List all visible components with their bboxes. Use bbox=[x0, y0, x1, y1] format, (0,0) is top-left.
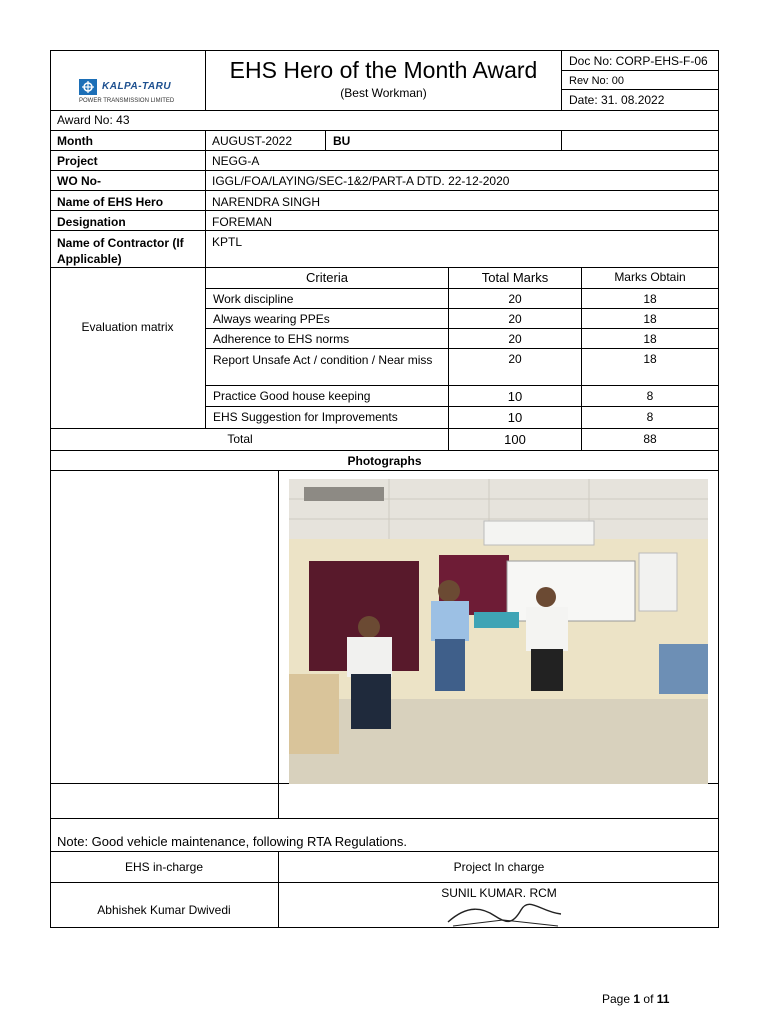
matrix-total: 20 bbox=[508, 312, 522, 326]
matrix-line bbox=[205, 288, 719, 289]
matrix-header-criteria: Criteria bbox=[306, 270, 348, 285]
project-incharge-name: SUNIL KUMAR. RCM bbox=[441, 886, 557, 900]
row-line bbox=[50, 230, 719, 231]
matrix-header-obtained: Marks Obtain bbox=[614, 270, 686, 284]
matrix-header-total: Total Marks bbox=[481, 270, 549, 285]
matrix-obtained: 18 bbox=[643, 352, 657, 366]
header-bottom-line bbox=[50, 110, 719, 111]
month-label: Month bbox=[57, 134, 93, 148]
matrix-criteria: Practice Good house keeping bbox=[213, 389, 371, 403]
award-ceremony-photo bbox=[289, 479, 708, 784]
photo-illustration bbox=[289, 479, 708, 784]
revision-number: Rev No: 00 bbox=[569, 75, 625, 87]
wo-value: IGGL/FOA/LAYING/SEC-1&2/PART-A DTD. 22-12-2020 bbox=[212, 174, 510, 188]
doc-number: Doc No: CORP-EHS-F-06 bbox=[569, 54, 708, 68]
designation-value: FOREMAN bbox=[212, 215, 272, 229]
page-current: 1 bbox=[633, 992, 641, 1006]
doc-no-divider bbox=[561, 70, 719, 71]
page-of: of bbox=[643, 992, 654, 1006]
matrix-line bbox=[50, 428, 719, 429]
rev-no-divider bbox=[561, 89, 719, 90]
hero-name-value: NARENDRA SINGH bbox=[212, 195, 321, 209]
contractor-label: Name of Contractor (If Applicable) bbox=[57, 236, 184, 266]
matrix-criteria: EHS Suggestion for Improvements bbox=[213, 410, 398, 424]
page-number bbox=[602, 992, 669, 1006]
logo-text: KALPA-TARU bbox=[102, 81, 172, 92]
matrix-line bbox=[205, 328, 719, 329]
company-logo bbox=[78, 79, 188, 109]
document-date: Date: 31. 08.2022 bbox=[569, 93, 665, 107]
row-line bbox=[50, 210, 719, 211]
row-line bbox=[50, 190, 719, 191]
ehs-incharge-label: EHS in-charge bbox=[124, 860, 204, 874]
matrix-total: 20 bbox=[508, 332, 522, 346]
page-total: 11 bbox=[656, 992, 670, 1006]
matrix-total-obtained: 88 bbox=[643, 432, 657, 446]
matrix-criteria: Adherence to EHS norms bbox=[213, 332, 350, 346]
page-prefix: Page bbox=[602, 992, 631, 1006]
row-line bbox=[50, 851, 719, 852]
matrix-line bbox=[205, 308, 719, 309]
note-text: Note: Good vehicle maintenance, following RTA Regulations. bbox=[57, 834, 407, 849]
photo-col-divider bbox=[278, 470, 279, 818]
hero-name-label: Name of EHS Hero bbox=[57, 195, 164, 209]
matrix-criteria: Work discipline bbox=[213, 292, 294, 306]
row-line bbox=[50, 130, 719, 131]
award-number: Award No: 43 bbox=[57, 113, 130, 127]
contractor-value: KPTL bbox=[212, 235, 243, 249]
bu-label: BU bbox=[333, 134, 351, 148]
matrix-obtained: 8 bbox=[646, 389, 654, 403]
matrix-criteria: Report Unsafe Act / condition / Near miss bbox=[213, 353, 433, 367]
row-line bbox=[50, 150, 719, 151]
row-line bbox=[50, 170, 719, 171]
project-value: NEGG-A bbox=[212, 154, 260, 168]
header-divider-right bbox=[561, 50, 562, 110]
bu-divider-left bbox=[325, 130, 326, 150]
matrix-obtained: 8 bbox=[646, 410, 654, 424]
kalpataru-logo-icon bbox=[79, 79, 97, 95]
matrix-line bbox=[205, 348, 719, 349]
wo-label: WO No- bbox=[57, 174, 101, 188]
matrix-total-label: Total bbox=[227, 432, 253, 446]
matrix-obtained: 18 bbox=[643, 292, 657, 306]
matrix-total: 20 bbox=[508, 352, 522, 366]
designation-label: Designation bbox=[57, 215, 126, 229]
matrix-total: 10 bbox=[507, 389, 523, 404]
photographs-heading: Photographs bbox=[347, 454, 422, 468]
page-subtitle: (Best Workman) bbox=[340, 86, 427, 100]
row-line bbox=[50, 267, 719, 268]
signature-mark-icon bbox=[443, 902, 568, 928]
matrix-criteria: Always wearing PPEs bbox=[213, 312, 330, 326]
matrix-total: 10 bbox=[507, 410, 523, 425]
evaluation-matrix-label: Evaluation matrix bbox=[81, 320, 174, 334]
row-line bbox=[50, 882, 719, 883]
matrix-line bbox=[50, 450, 719, 451]
month-value: AUGUST-2022 bbox=[212, 134, 293, 148]
page-title: EHS Hero of the Month Award bbox=[229, 57, 538, 83]
row-line bbox=[50, 818, 719, 819]
matrix-line bbox=[205, 406, 719, 407]
matrix-total: 20 bbox=[508, 292, 522, 306]
bu-divider-right bbox=[561, 130, 562, 150]
matrix-line bbox=[205, 385, 719, 386]
project-label: Project bbox=[57, 154, 98, 168]
matrix-obtained: 18 bbox=[643, 332, 657, 346]
matrix-obtained: 18 bbox=[643, 312, 657, 326]
row-line bbox=[50, 470, 719, 471]
ehs-incharge-name: Abhishek Kumar Dwivedi bbox=[97, 903, 231, 917]
logo-subtext: POWER TRANSMISSION LIMITED bbox=[79, 98, 175, 104]
matrix-total-marks: 100 bbox=[504, 432, 526, 447]
project-incharge-label: Project In charge bbox=[453, 860, 545, 874]
